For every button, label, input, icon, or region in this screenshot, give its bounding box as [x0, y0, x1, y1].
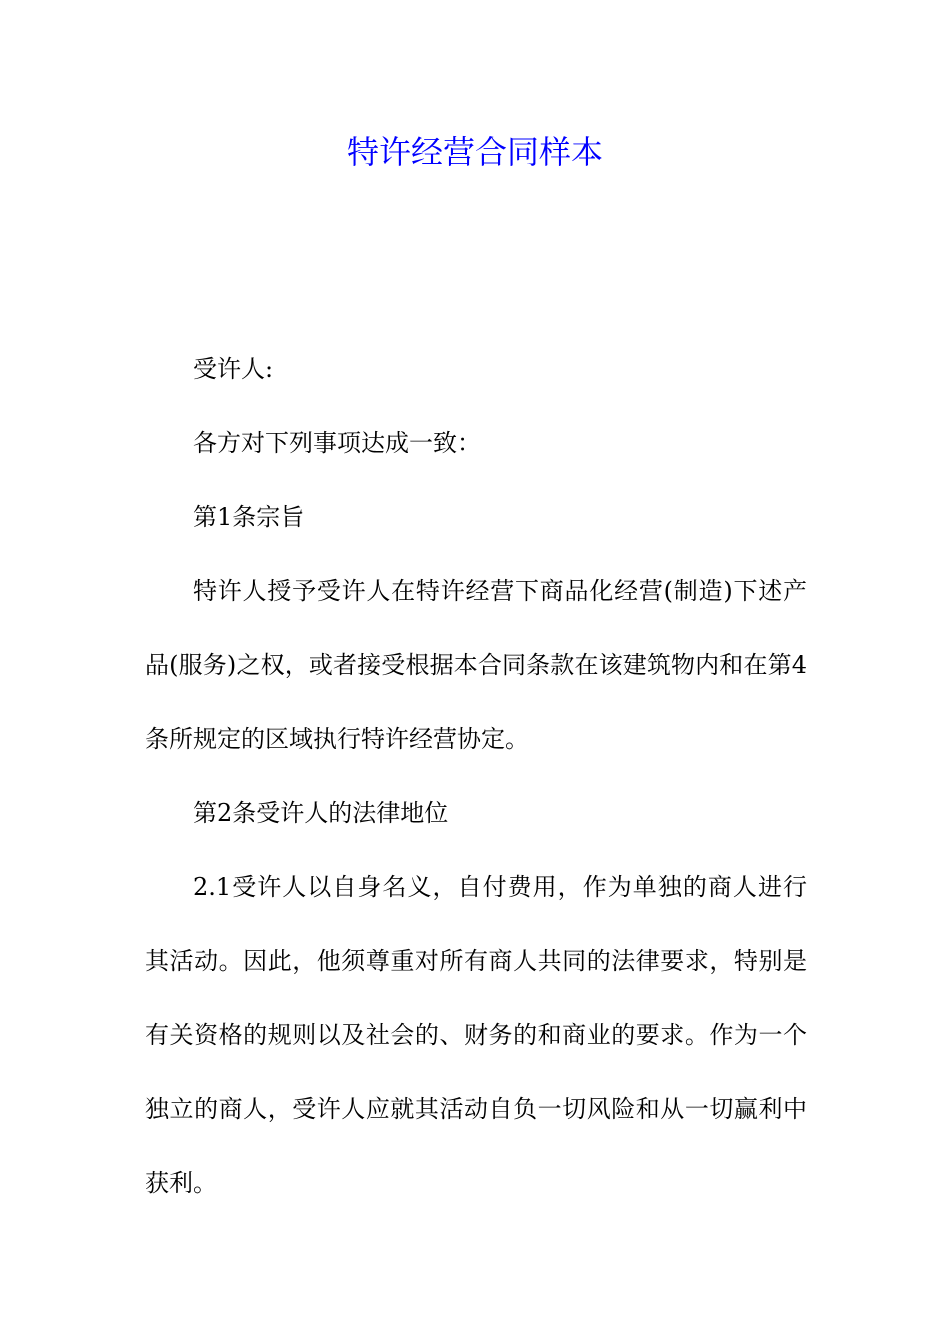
paragraph-licensee: 受许人:: [193, 355, 274, 383]
article-2-heading: 第2条受许人的法律地位: [193, 799, 449, 827]
article-2-1-body: 2.1受许人以自身名义，自付费用，作为单独的商人进行其活动。因此，他须尊重对所有商人共同的法律要求，特别是有关资格的规则以及社会的、财务的和商业的要求。作为一个独立的商人，受许人应就其活动自负一切风险和从一切赢利中获利。: [145, 873, 807, 1197]
document-body: [145, 332, 807, 1220]
article-1-heading: 第1条宗旨: [193, 503, 305, 531]
paragraph-agreement-intro: 各方对下列事项达成一致：: [193, 429, 481, 457]
article-1-body: 特许人授予受许人在特许经营下商品化经营(制造)下述产品(服务)之权，或者接受根据本合同条款在该建筑物内和在第4条所规定的区域执行特许经营协定。: [145, 577, 807, 753]
document-title: 特许经营合同样本: [346, 133, 603, 171]
